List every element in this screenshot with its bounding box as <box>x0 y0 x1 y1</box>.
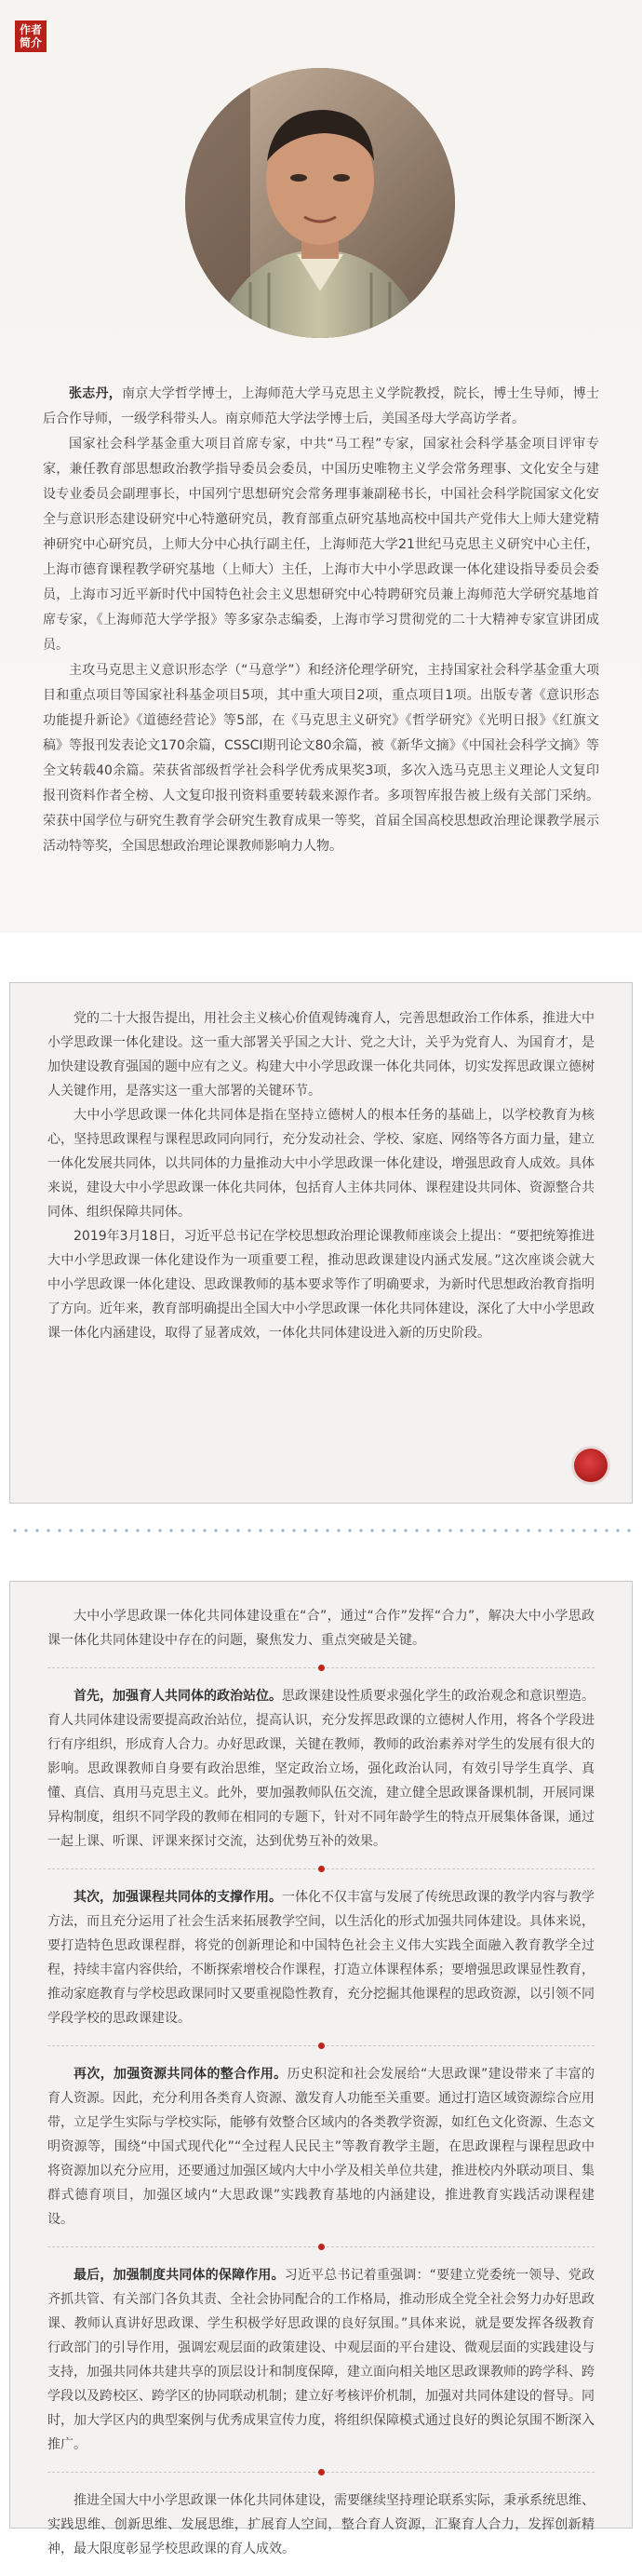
section-4-heading: 最后，加强制度共同体的保障作用。 <box>74 2268 285 2283</box>
section-4 <box>10 2248 632 2472</box>
author-bio-summary: 南京大学哲学博士，上海师范大学马克思主义学院教授，院长，博士生导师，博士后合作导师，一级学科带头人。南京师范大学法学博士后，美国圣母大学高访学者。 <box>43 386 600 426</box>
seal-icon <box>574 1449 608 1482</box>
section-3-body: 历史积淀和社会发展给“大思政课”建设带来了丰富的育人资源。因此，充分利用各类育人资源、激发育人功能至关重要。通过打造区域资源综合应用带，立足学生实际与学校实际，能够有效整合区域内的各类教学资源，如红色文化资源、生态文明资源等，围绕“中国式现代化”“全过程人民民主”等教育教学主题，在思政课程与课程思政中将资源加以充分应用，还要通过加强区域内大中小学及相关单位共建，推进校内外联动项目、集群式德育项目，加强区域内“大思政课”实践教育基地的内涵建设，推进教育实践活动课程建设。 <box>47 2067 595 2227</box>
section-3-heading: 再次，加强资源共同体的整合作用。 <box>74 2067 288 2082</box>
intro-paragraph-3: 2019年3月18日，习近平总书记在学校思想政治理论课教师座谈会上提出：“要把统筹推进大中小学思政课一体化建设作为一项重要工程，推动思政课建设内涵式发展。”这次座谈会就大中小学思政课一体化建设、思政课教师的基本要求等作了明确要求，为新时代思想政治教育指明了方向。近年来，教育部明确提出全国大中小学思政课一体化共同体建设，深化了大中小学思政课一体化内涵建设，取得了显著成效，一体化共同体建设进入新的历史阶段。 <box>47 1229 595 1341</box>
section-1 <box>10 1669 632 1868</box>
section-4-body: 习近平总书记着重强调：“要建立党委统一领导、党政齐抓共管、有关部门各负其责、全社会协同配合的工作格局，推动形成全党全社会努力办好思政课、教师认真讲好思政课、学生积极学好思政课的良好氛围。”具体来说，就是要发挥各级教育行政部门的引导作用，强调宏观层面的政策建设、中观层面的平台建设、微观层面的实践建设与支持，加强共同体共建共享的顶层设计和制度保障，建立面向相关地区思政课教师的跨学科、跨学段以及跨校区、跨学区的协同联动机制；建立好考核评价机制，加强对共同体建设的督导。同时，加大学区内的典型案例与优秀成果宣传力度，将组织保障模式通过良好的舆论氛围不断深入推广。 <box>47 2268 595 2452</box>
author-research-paragraph: 主攻马克思主义意识形态学（“马意学”）和经济伦理学研究，主持国家社会科学基金重大项目和重点项目等国家社科基金项目5项，其中重大项目2项，重点项目1项。出版专著《意识形态功能提升新论》《道德经营论》等5部，在《马克思主义研究》《哲学研究》《光明日报》《红旗文稿》等报刊发表论文170余篇，CSSCI期刊论文80余篇，被《新华文摘》《中国社会科学文摘》等全文转载40余篇。荣获省部级哲学社会科学优秀成果奖3项，多次入选马克思主义理论人文复印报刊资料作者全榜、人文复印报刊资料重要转载来源作者。多项智库报告被上级有关部门采纳。荣获中国学位与研究生教育学会研究生教育成果一等奖，首届全国高校思想政治理论课教学展示活动特等奖，全国思想政治理论课教师影响力人物。 <box>43 663 599 854</box>
main-box <box>9 1581 633 2556</box>
author-name: 张志丹， <box>69 386 123 401</box>
author-portrait <box>185 68 455 338</box>
author-bio <box>43 382 599 859</box>
badge-line-2: 简介 <box>19 36 42 49</box>
author-intro-section <box>0 0 642 933</box>
author-photo-image <box>185 68 455 338</box>
dotted-divider <box>9 1527 633 1534</box>
badge-line-1: 作者 <box>19 23 42 36</box>
author-positions-paragraph: 国家社会科学基金重大项目首席专家，中共“马工程”专家，国家社会科学基金项目评审专家，兼任教育部思想政治教学指导委员会委员，中国历史唯物主义学会常务理事、文化安全与建设专业委员会副理事长，中国列宁思想研究会常务理事兼副秘书长，中国社会科学院国家文化安全与意识形态建设研究中心特邀研究员，教育部重点研究基地高校中国共产党伟大上师大建党精神研究中心研究员，上师大分中心执行副主任，上海师范大学21世纪马克思主义研究中心主任，上海市德育课程教学研究基地（上师大）主任，上海市大中小学思政课一体化建设指导委员会委员，上海市习近平新时代中国特色社会主义思想研究中心特聘研究员兼上海师范大学研究基地首席专家，《上海师范大学学报》等多家杂志编委，上海市学习贯彻党的二十大精神专家宣讲团成员。 <box>43 437 599 653</box>
author-bio-paragraph <box>43 382 599 432</box>
closing-section <box>10 2474 632 2576</box>
section-1-body: 思政课建设性质要求强化学生的政治观念和意识塑造。育人共同体建设需要提高政治站位，提高认识，充分发挥思政课的立德树人作用，将各个学段进行有序组织，形成育人合力。办好思政课，关键在教师，教师的政治素养对学生的发展有很大的影响。思政课教师自身要有政治思维，坚定政治立场，强化政治认同，有效引导学生真学、真懂、真信、真用马克思主义。此外，要加强教师队伍交流，建立健全思政课备课机制，开展同课异构制度，组织不同学段的教师在相同的专题下，针对不同年龄学生的特点开展集体备课，通过一起上课、听课、评课来探讨交流，达到优势互补的效果。 <box>47 1689 595 1849</box>
lead-section <box>10 1582 632 1667</box>
section-2-heading: 其次，加强课程共同体的支撑作用。 <box>74 1890 282 1905</box>
section-2-body: 一体化不仅丰富与发展了传统思政课的教学内容与教学方法，而且充分运用了社会生活来拓展教学空间，以生活化的形式加强共同体建设。具体来说，要打造特色思政课程群，将党的创新理论和中国特色社会主义伟大实践全面融入教育教学全过程，持续丰富内容供给，不断探索增校合作课程，打造立体课程体系；要增强思政课显性教育，推动家庭教育与学校思政课同时又要重视隐性教育，充分挖掘其他课程的思政资源，以引领不同学段学校的思政课建设。 <box>47 1890 595 2026</box>
section-2 <box>10 1870 632 2045</box>
author-intro-badge <box>15 20 47 52</box>
intro-paragraph-2: 大中小学思政课一体化共同体是指在坚持立德树人的根本任务的基础上，以学校教育为核心，坚持思政课程与课程思政同向同行，充分发动社会、学校、家庭、网络等各方面力量，建立一体化发展共同体，以共同体的力量推动大中小学思政课一体化建设，增强思政育人成效。具体来说，建设大中小学思政课一体化共同体，包括育人主体共同体、课程建设共同体、资源整合共同体、组织保障共同体。 <box>47 1108 595 1220</box>
section-3 <box>10 2047 632 2246</box>
intro-paragraph-1: 党的二十大报告提出，用社会主义核心价值观铸魂育人，完善思想政治工作体系，推进大中小学思政课一体化建设。这一重大部署关乎国之大计、党之大计，关乎为党育人、为国育才，是加快建设教育强国的题中应有之义。构建大中小学思政课一体化共同体，切实发挥思政课立德树人关键作用，是落实这一重大部署的关键环节。 <box>47 1011 595 1099</box>
lead-paragraph: 大中小学思政课一体化共同体建设重在“合”，通过“合作”发挥“合力”，解决大中小学思政课一体化共同体建设中存在的问题，聚焦发力、重点突破是关键。 <box>47 1609 595 1648</box>
section-1-heading: 首先，加强育人共同体的政治站位。 <box>74 1689 282 1704</box>
intro-box <box>9 982 633 1504</box>
closing-paragraph: 推进全国大中小学思政课一体化共同体建设，需要继续坚持理论联系实际，秉承系统思维、实践思维、创新思维、发展思维，扩展育人空间，整合育人资源，汇聚育人合力，发挥创新精神，最大限度彰显学校思政课的育人成效。 <box>47 2493 595 2556</box>
